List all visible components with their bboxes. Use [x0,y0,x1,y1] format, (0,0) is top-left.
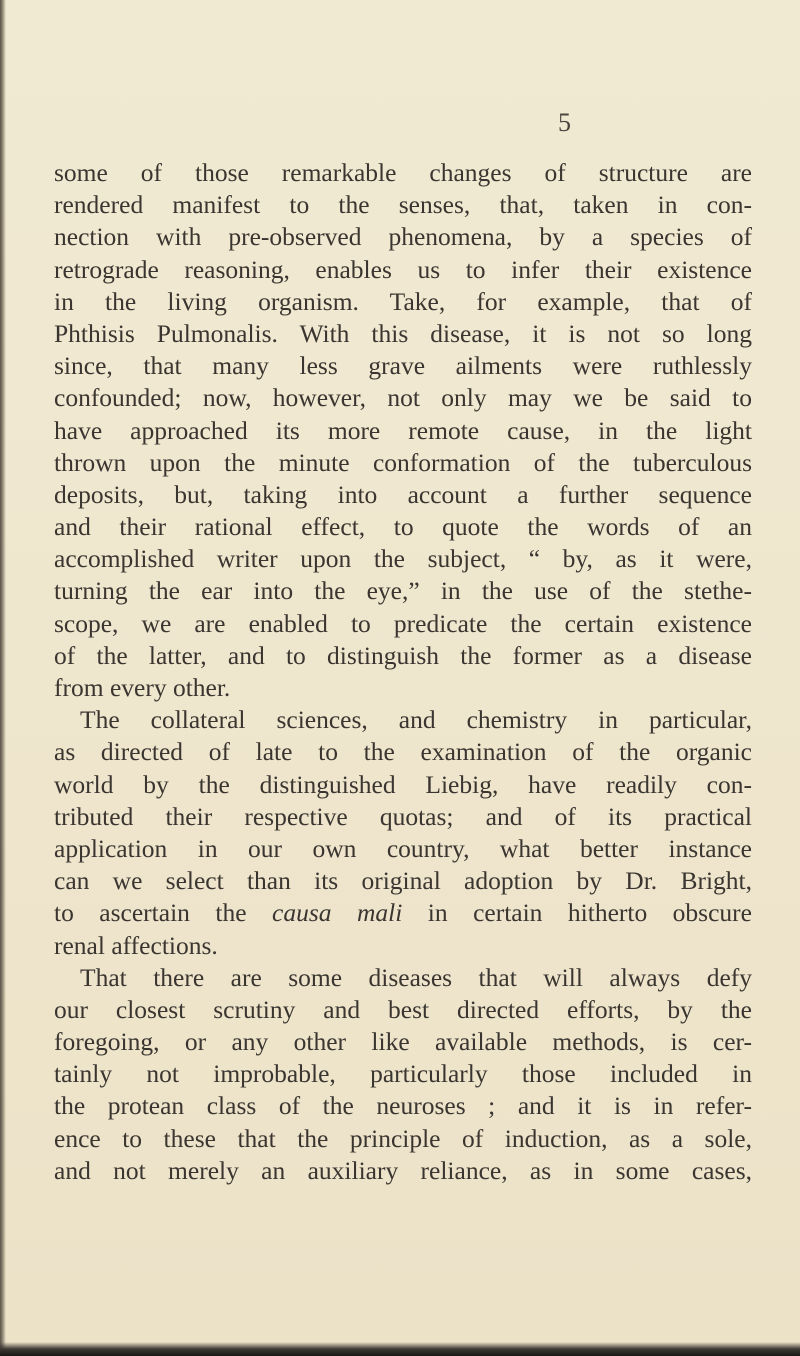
text-line: tainly not improbable, particularly those included in [54,1059,752,1089]
text-line: tributed their respective quotas; and of its practical [54,801,752,831]
text-line: foregoing, or any other like available methods, is cer- [54,1027,752,1057]
body-text [54,157,752,1187]
text-line: have approached its more remote cause, in the light [54,415,752,445]
text-line: application in our own country, what better instance [54,833,752,863]
text-line-with-italic [54,897,752,929]
text-line: renal affections. [54,930,218,960]
text-line: and their rational effect, to quote the words of an [54,512,752,542]
text-line: rendered manifest to the senses, that, taken in con- [54,190,752,220]
text-line: some of those remarkable changes of structure are [54,158,752,187]
text-line: world by the distinguished Liebig, have readily con- [54,769,752,799]
page-bottom-edge [0,1342,800,1356]
text-line: ence to these that the principle of induction, as a sole, [54,1123,752,1153]
text-line: our closest scrutiny and best directed efforts, by the [54,994,752,1024]
text-line: scope, we are enabled to predicate the certain existence [54,608,752,638]
text-line: of the latter, and to distinguish the former as a disease [54,640,752,670]
text-line: retrograde reasoning, enables us to infer their existence [54,254,752,284]
text-segment: in certain hitherto obscure [402,898,752,928]
text-line: turning the ear into the eye,” in the use of the stethe- [54,576,752,606]
text-line: deposits, but, taking into account a further sequence [54,479,752,509]
text-line: accomplished writer upon the subject, “ by, as it were, [54,544,752,574]
text-line: in the living organism. Take, for example, that of [54,286,752,316]
italic-phrase: causa mali [272,898,403,928]
text-line: nection with pre-observed phenomena, by a species of [54,222,752,252]
text-line: Phthisis Pulmonalis. With this disease, it is not so long [54,318,752,348]
page-binding-edge [0,0,6,1356]
paragraph-first-line: That there are some diseases that will always defy [80,962,752,992]
text-line: since, that many less grave ailments were ruthlessly [54,351,752,381]
paragraph-first-line: The collateral sciences, and chemistry in particular, [80,705,752,735]
text-line: as directed of late to the examination of the organic [54,737,752,767]
text-line: the protean class of the neuroses ; and it is in refer- [54,1091,752,1121]
text-line: confounded; now, however, not only may we be said to [54,383,752,413]
text-line: thrown upon the minute conformation of the tuberculous [54,447,752,477]
text-line: from every other. [54,673,231,702]
page-number: 5 [558,108,571,137]
text-line: can we select than its original adoption by Dr. Bright, [54,866,752,896]
text-segment: to ascertain the [54,898,272,928]
text-line: and not merely an auxiliary reliance, as in some cases, [54,1155,752,1185]
